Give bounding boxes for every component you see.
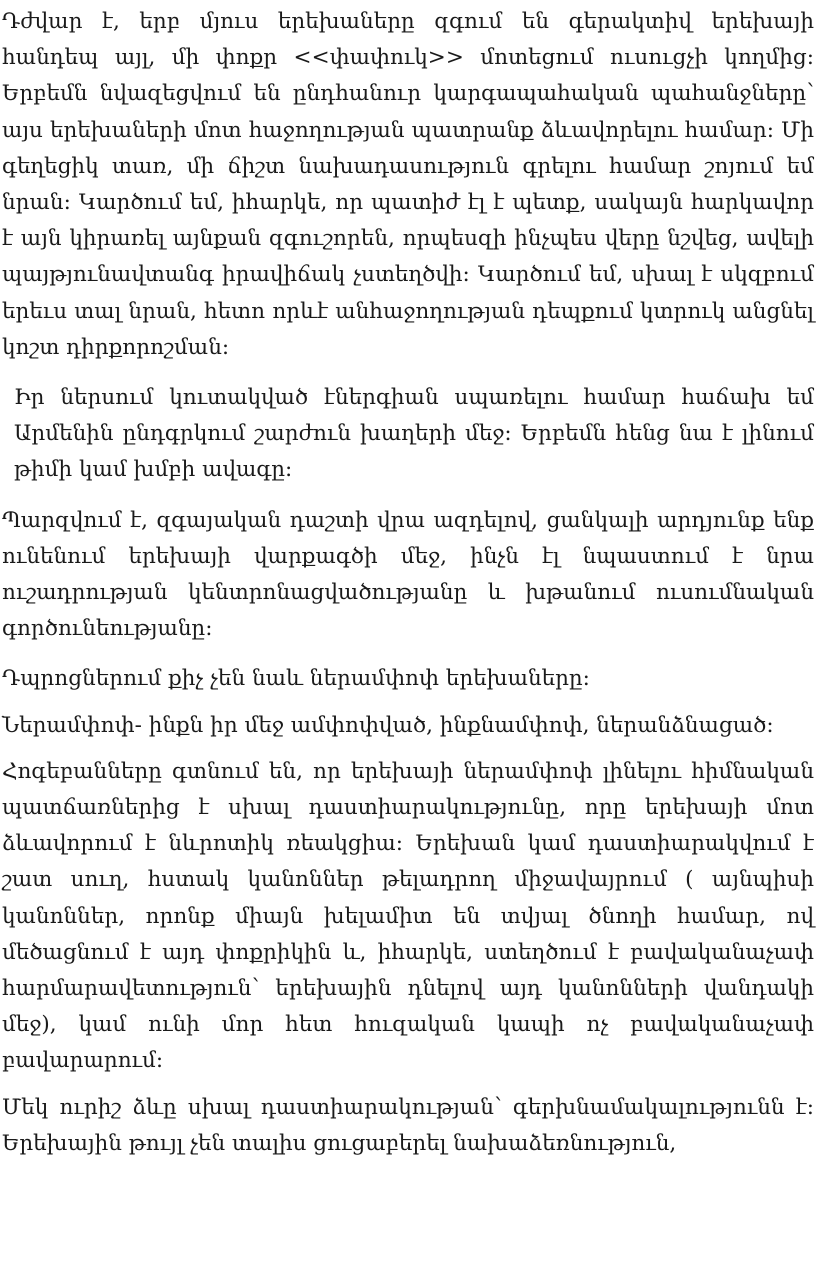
paragraph-overprotection: Մեկ ուրիշ ձևը սխալ դաստիարակության՝ գերխնամակալությունն է: Երեխային թույլ չեն տալիս ցուցաբերել նախաձեռնություն, bbox=[2, 1094, 814, 1156]
paragraph-energy-games: Իր ներսում կուտակված էներգիան սպառելու համար հաճախ եմ Արմենին ընդգրկում շարժուն խաղերի մեջ: Երբեմն հենց նա է լինում թիմի կամ խմբի ավագը: bbox=[14, 385, 814, 483]
paragraph-introverted-children: Դպրոցներում քիչ չեն նաև ներամփոփ երեխաները: bbox=[2, 666, 590, 692]
paragraph-overactive-child: Դժվար է, երբ մյուս երեխաները զգում են գերակտիվ երեխայի հանդեպ այլ, մի փոքր <<փափուկ>> մոտեցում ուսուցչի կողմից: Երբեմն նվազեցվում են ընդհանուր կարգապահական պահանջները՝ այս երեխաների մոտ հաջողության պատրանք ձևավորելու համար: Մի գեղեցիկ տառ, մի ճիշտ նախադասություն գրելու համար շոյում եմ նրան: Կարծում եմ, իհարկե, որ պատիժ էլ է պետք, սակայն հարկավոր է այն կիրառել այնքան զգուշորեն, որպեսզի ինչպես վերը նշվեց, ավելի պայթյունավտանգ իրավիճակ չստեղծվի: Կարծում եմ, սխալ է սկզբում երեւս տալ նրան, հետո որևէ անհաջողության դեպքում կտրուկ անցնել կոշտ դիրքորոշման: bbox=[2, 9, 814, 360]
paragraph-sensory-field: Պարզվում է, զգայական դաշտի վրա ազդելով, ցանկալի արդյունք ենք ունենում երեխայի վարքագծի մեջ, ինչն էլ նպաստում է նրա ուշադրության կենտրոնացվածությանը և խթանում ուսումնական գործունեությանը: bbox=[2, 507, 814, 642]
paragraph-introvert-definition: Ներամփոփ- ինքն իր մեջ ամփոփված, ինքնամփոփ, ներանձնացած: bbox=[2, 712, 774, 738]
paragraph-psychologists: Հոգեբանները գտնում են, որ երեխայի ներամփոփ լինելու հիմնական պատճառներից է սխալ դաստիարակությունը, որը երեխայի մոտ ձևավորում է նևրոտիկ ռեակցիա: Երեխան կամ դաստիարակվում է շատ սուղ, հստակ կանոններ թելադրող միջավայրում ( այնպիսի կանոններ, որոնք միայն խելամիտ են տվյալ ծնողի համար, ով մեծացնում է այդ փոքրիկին և, իհարկե, ստեղծում է բավականաչափ հարմարավետություն՝ երեխային դնելով այդ կանոնների վանդակի մեջ), կամ ունի մոր հետ հուզական կապի ոչ բավականաչափ բավարարում: bbox=[2, 758, 814, 1074]
